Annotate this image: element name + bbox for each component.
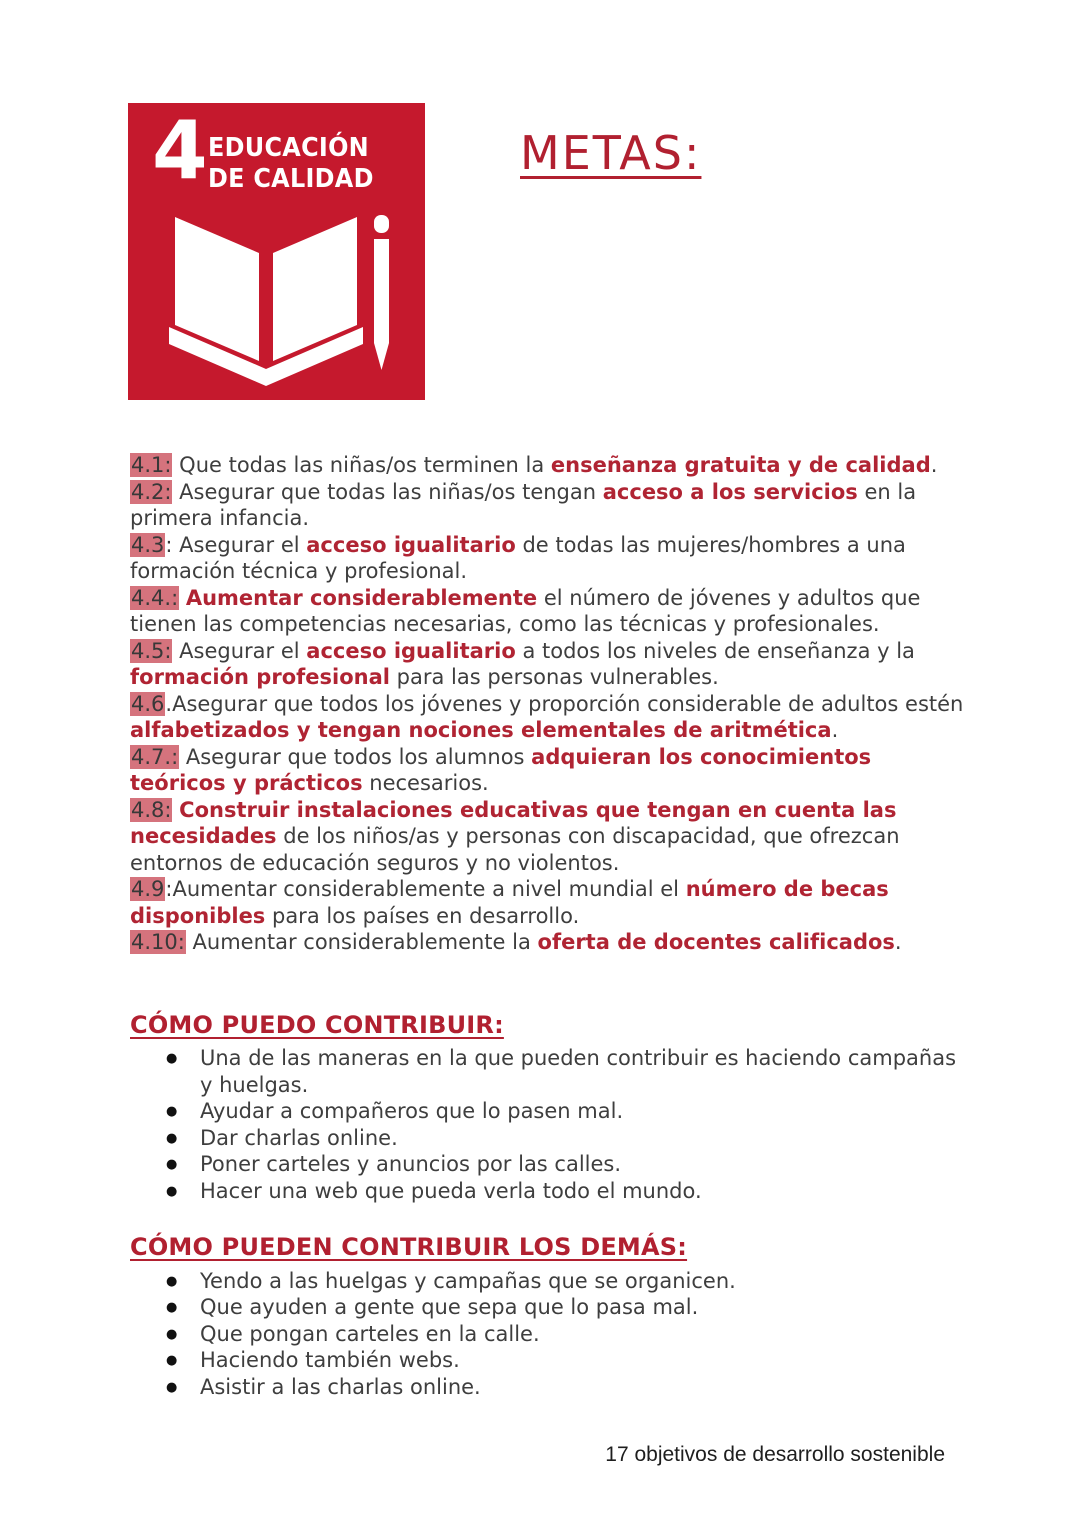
bullet-item: ● Asistir a las charlas online. [130, 1374, 968, 1401]
target-emphasis: Aumentar considerablemente [185, 585, 538, 610]
section-heading: CÓMO PUEDO CONTRIBUIR: [130, 1010, 504, 1039]
open-book-pencil-icon [161, 203, 396, 393]
target-text: Asegurar el [172, 638, 307, 663]
target-item [130, 691, 968, 744]
target-text: para los países en desarrollo. [265, 903, 580, 928]
target-text: . [831, 718, 839, 742]
page-title: METAS: [520, 126, 702, 180]
target-item [130, 532, 968, 585]
target-text: de los niños/as y personas con discapacidad, que ofrezcan entornos de educación seguros y no violentos. [130, 824, 900, 875]
target-text: :Aumentar considerablemente a nivel mundial el [165, 877, 686, 901]
target-number: 4.5: [131, 638, 172, 663]
target-text: en la primera infancia. [130, 479, 917, 530]
bullet-item: ● Hacer una web que pueda verla todo el mundo. [130, 1178, 968, 1205]
target-item [130, 797, 968, 877]
target-text: Asegurar que todos los alumnos [179, 744, 532, 769]
target-emphasis: número de becas disponibles [130, 877, 889, 928]
target-number: 4.10: [131, 930, 185, 954]
target-emphasis: acceso igualitario [306, 638, 516, 663]
targets-list [130, 452, 968, 956]
target-text: Asegurar que todas las niñas/os tengan [172, 479, 603, 504]
bullet-list [130, 1045, 968, 1204]
bullet-item: ● Poner carteles y anuncios por las calles. [130, 1151, 968, 1178]
target-text: : Asegurar el [165, 532, 307, 557]
target-item [130, 638, 968, 691]
bullet-item: ● Que pongan carteles en la calle. [130, 1321, 968, 1348]
sdg4-logo [128, 103, 425, 400]
target-text: el número de jóvenes y adultos que tienen las competencias necesarias, como las técnicas y profesionales. [130, 585, 921, 636]
bullet-item: ● Dar charlas online. [130, 1125, 968, 1152]
target-emphasis: acceso a los servicios [602, 479, 858, 504]
target-item [130, 929, 968, 956]
sdg-goal-number: 4 [152, 104, 208, 197]
sdg-goal-title-line2: DE CALIDAD [208, 164, 374, 194]
target-text: necesarios. [362, 771, 489, 795]
target-text: . [894, 930, 902, 954]
section-heading: CÓMO PUEDEN CONTRIBUIR LOS DEMÁS: [130, 1233, 688, 1261]
target-number: 4.8: [131, 797, 172, 822]
target-text: para las personas vulnerables. [389, 665, 719, 689]
target-number: 4.6 [131, 691, 165, 716]
target-number: 4.7.: [131, 744, 179, 769]
bullet-item: ● Ayudar a compañeros que lo pasen mal. [130, 1098, 968, 1125]
sdg-goal-title [208, 133, 374, 195]
target-emphasis: alfabetizados y tengan nociones elementales de aritmética [130, 718, 832, 742]
contribute-sections [130, 1012, 968, 1401]
target-text: de todas las mujeres/hombres a una formación técnica y profesional. [130, 532, 906, 583]
target-number: 4.2: [131, 479, 172, 504]
target-number: 4.3 [131, 532, 165, 557]
target-text: Que todas las niñas/os terminen la [172, 453, 551, 477]
target-item [130, 876, 968, 929]
bullet-item: ● Haciendo también webs. [130, 1347, 968, 1374]
target-emphasis: adquieran los conocimientos teóricos y prácticos [130, 744, 872, 795]
bullet-item: ● Una de las maneras en la que pueden contribuir es haciendo campañas y huelgas. [130, 1045, 968, 1098]
target-emphasis: Construir instalaciones educativas que tengan en cuenta las necesidades [130, 797, 897, 848]
target-text: . [930, 453, 938, 477]
target-text: .Asegurar que todos los jóvenes y proporción considerable de adultos estén [165, 691, 964, 716]
target-item [130, 585, 968, 638]
bullet-item: ● Que ayuden a gente que sepa que lo pasa mal. [130, 1294, 968, 1321]
target-item [130, 479, 968, 532]
target-number: 4.9 [131, 877, 165, 901]
target-emphasis: enseñanza gratuita y de calidad [550, 453, 931, 477]
target-text: a todos los niveles de enseñanza y la [515, 638, 915, 663]
target-number: 4.4.: [131, 585, 179, 610]
main-content [130, 452, 968, 1400]
page-footer: 17 objetivos de desarrollo sostenible [605, 1443, 945, 1466]
target-item [130, 744, 968, 797]
sdg-goal-title-line1: EDUCACIÓN [208, 133, 369, 163]
target-item [130, 452, 968, 479]
target-emphasis: formación profesional [130, 665, 390, 689]
target-text: Aumentar considerablemente la [185, 930, 538, 954]
target-emphasis: acceso igualitario [306, 532, 516, 557]
bullet-item: ● Yendo a las huelgas y campañas que se organicen. [130, 1268, 968, 1295]
target-number: 4.1: [131, 453, 172, 477]
target-emphasis: oferta de docentes calificados [537, 930, 895, 954]
bullet-list [130, 1268, 968, 1401]
target-text [179, 586, 186, 610]
